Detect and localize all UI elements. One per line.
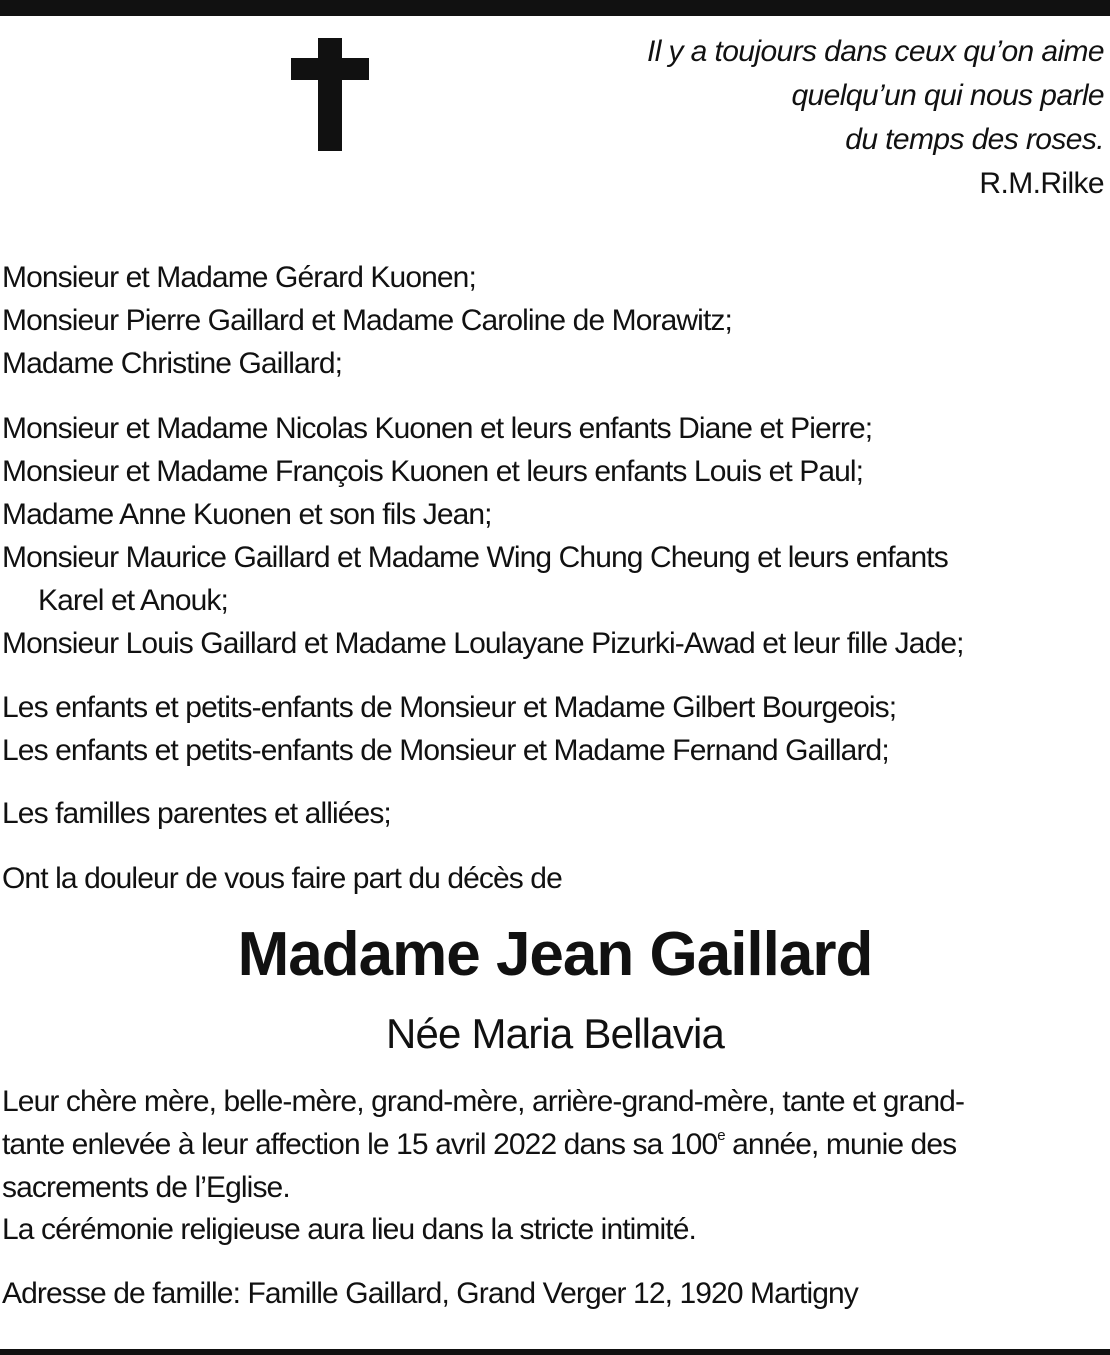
ordinal-superscript: e — [717, 1127, 725, 1144]
family-line: Monsieur Louis Gaillard et Madame Loulayane Pizurki-Awad et leur fille Jade; — [2, 627, 964, 660]
address-text: Adresse de famille: Famille Gaillard, Grand Verger 12, 1920 Martigny — [2, 1277, 858, 1310]
family-line: Monsieur Pierre Gaillard et Madame Caroline de Morawitz; — [2, 304, 732, 337]
quote-author: R.M.Rilke — [979, 167, 1104, 200]
description-paragraph — [2, 1080, 1108, 1209]
family-group-3 — [2, 686, 1108, 772]
family-group-1 — [2, 256, 1108, 385]
description-line — [2, 1123, 1108, 1166]
description-line: Leur chère mère, belle-mère, grand-mère, arrière-grand-mère, tante et grand- — [2, 1085, 965, 1118]
description-text: tante enlevée à leur affection le 15 avril 2022 dans sa 100 — [2, 1128, 718, 1161]
family-line: Madame Anne Kuonen et son fils Jean; — [2, 498, 492, 531]
deceased-birth-name: Née Maria Bellavia — [385, 1010, 725, 1057]
family-line: Monsieur et Madame Gérard Kuonen; — [2, 261, 476, 294]
announcement-text: Ont la douleur de vous faire part du décès de — [2, 862, 562, 895]
epigraph-quote — [647, 30, 1104, 206]
description-text: année, munie des — [724, 1128, 957, 1161]
family-group-2 — [2, 407, 1108, 665]
ceremony-text: La cérémonie religieuse aura lieu dans la stricte intimité. — [2, 1213, 696, 1246]
quote-line: du temps des roses. — [845, 123, 1104, 156]
bottom-rule — [0, 1349, 1110, 1355]
cross-icon — [291, 38, 369, 151]
family-line: Les enfants et petits-enfants de Monsieur et Madame Fernand Gaillard; — [2, 734, 889, 767]
address-paragraph — [2, 1272, 1108, 1315]
family-line: Les enfants et petits-enfants de Monsieur et Madame Gilbert Bourgeois; — [2, 691, 897, 724]
deceased-name: Madame Jean Gaillard — [237, 920, 873, 989]
announcement — [2, 857, 1108, 900]
quote-line: Il y a toujours dans ceux qu’on aime — [646, 35, 1104, 68]
family-line: Monsieur et Madame Nicolas Kuonen et leurs enfants Diane et Pierre; — [2, 412, 873, 445]
ceremony-paragraph — [2, 1208, 1108, 1251]
family-line: Madame Christine Gaillard; — [2, 347, 343, 380]
family-line: Les familles parentes et alliées; — [2, 797, 391, 830]
family-group-4 — [2, 792, 1108, 835]
description-line: sacrements de l’Eglise. — [2, 1171, 290, 1204]
quote-line: quelqu’un qui nous parle — [791, 79, 1104, 112]
top-rule — [0, 0, 1110, 16]
family-line-continuation: Karel et Anouk; — [38, 584, 228, 617]
family-line: Monsieur et Madame François Kuonen et leurs enfants Louis et Paul; — [2, 455, 864, 488]
family-line: Monsieur Maurice Gaillard et Madame Wing Chung Cheung et leurs enfants — [2, 541, 948, 574]
